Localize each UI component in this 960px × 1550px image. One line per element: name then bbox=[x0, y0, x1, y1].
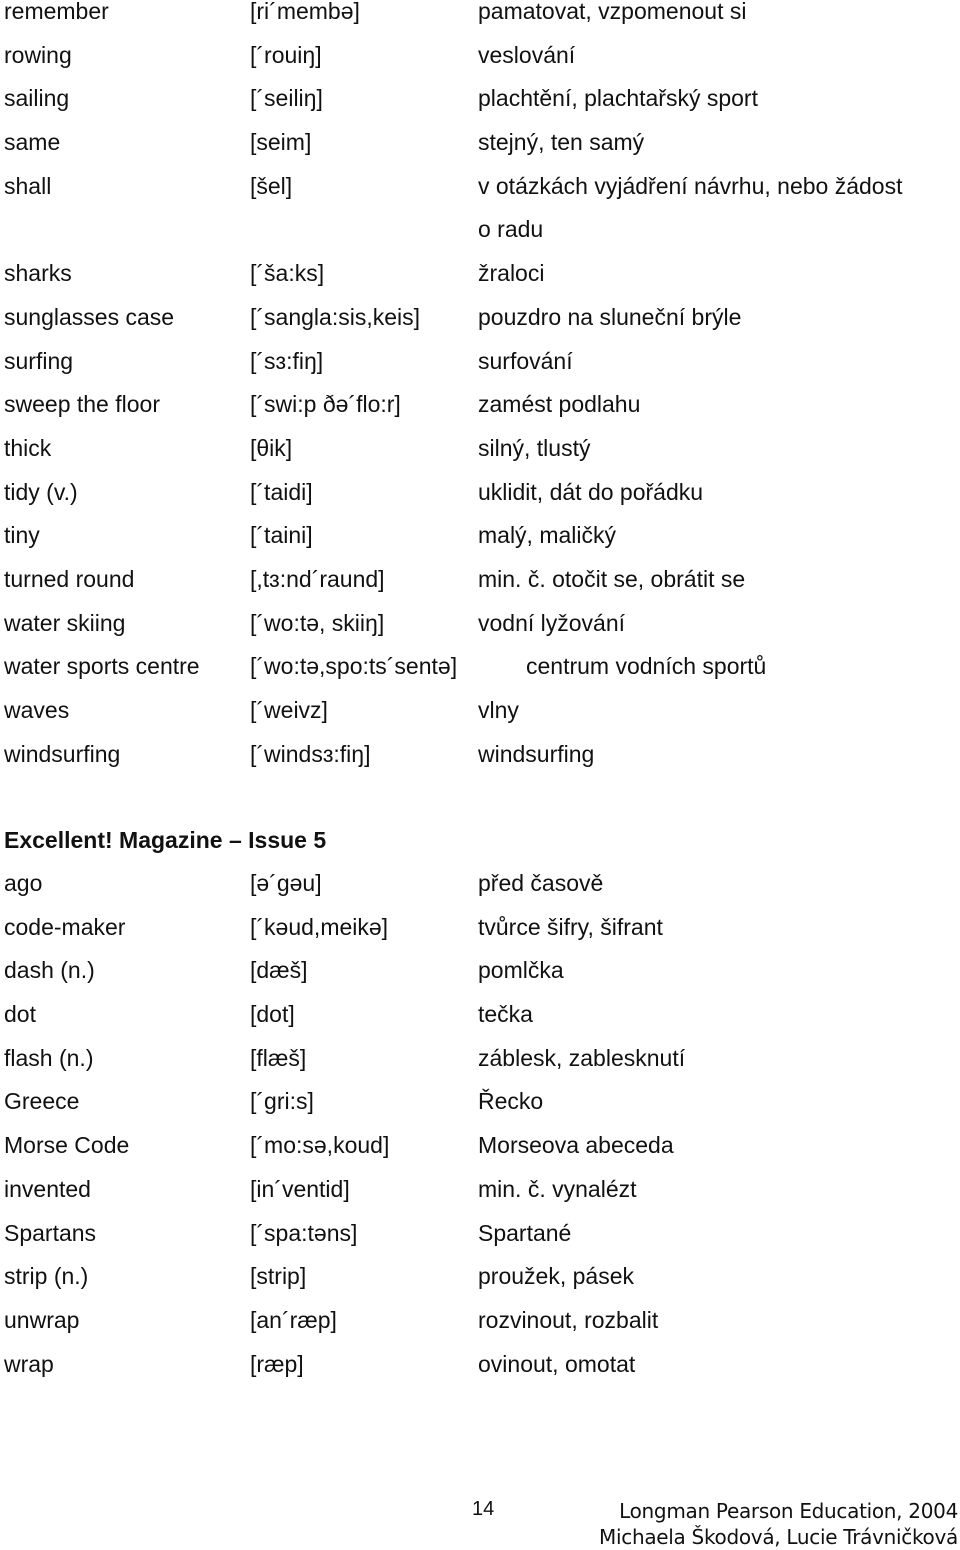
vocab-translation: vlny bbox=[478, 697, 519, 723]
vocab-row bbox=[4, 609, 954, 656]
vocab-row bbox=[4, 87, 954, 131]
vocab-row bbox=[4, 172, 954, 219]
vocab-row bbox=[4, 1219, 954, 1266]
vocab-row bbox=[4, 1044, 954, 1091]
vocab-pronunciation: [flæš] bbox=[250, 1044, 307, 1071]
vocab-pronunciation: [´windsɜ:fiŋ] bbox=[250, 740, 371, 767]
vocab-translation: před časově bbox=[478, 870, 604, 896]
vocab-row bbox=[4, 565, 954, 612]
vocab-word: water sports centre bbox=[4, 653, 200, 680]
vocab-row bbox=[4, 1090, 954, 1134]
vocab-row bbox=[4, 913, 954, 960]
vocab-translation: plachtění, plachtařský sport bbox=[478, 85, 758, 112]
vocab-word: flash (n.) bbox=[4, 1044, 94, 1071]
vocab-word: sweep the floor bbox=[4, 391, 160, 418]
vocab-word: thick bbox=[4, 434, 52, 461]
vocab-row bbox=[4, 478, 954, 525]
vocab-word: dash (n.) bbox=[4, 957, 95, 984]
vocab-translation: min. č. vynalézt bbox=[478, 1175, 637, 1202]
vocab-row bbox=[4, 131, 954, 175]
vocab-translation: min. č. otočit se, obrátit se bbox=[478, 565, 746, 592]
vocab-pronunciation: [šel] bbox=[250, 172, 293, 199]
vocab-word: remember bbox=[4, 0, 109, 24]
vocab-row bbox=[4, 1265, 954, 1309]
vocab-row bbox=[4, 1003, 954, 1047]
vocab-translation: vodní lyžování bbox=[478, 609, 626, 636]
vocab-translation: tečka bbox=[478, 1001, 533, 1028]
vocab-word: unwrap bbox=[4, 1306, 80, 1333]
vocab-pronunciation: [´kəud,meikə] bbox=[250, 913, 389, 940]
vocab-translation: veslování bbox=[478, 41, 576, 68]
vocab-translation: silný, tlustý bbox=[478, 434, 591, 461]
vocab-translation: uklidit, dát do pořádku bbox=[478, 478, 704, 505]
vocab-word: windsurfing bbox=[4, 740, 121, 767]
vocab-word: turned round bbox=[4, 565, 135, 592]
section-title: Excellent! Magazine – Issue 5 bbox=[4, 827, 327, 853]
vocab-translation: o radu bbox=[478, 216, 544, 243]
vocab-row bbox=[4, 1306, 954, 1353]
vocab-word: surfing bbox=[4, 347, 74, 374]
vocab-pronunciation: [ræp] bbox=[250, 1350, 304, 1377]
vocab-row bbox=[4, 655, 954, 699]
vocab-translation: ovinout, omotat bbox=[478, 1350, 636, 1377]
vocab-row bbox=[4, 1350, 954, 1397]
vocab-row bbox=[4, 393, 954, 437]
vocab-pronunciation: [´sɜ:fiŋ] bbox=[250, 347, 324, 374]
vocab-translation: pamatovat, vzpomenout si bbox=[478, 0, 747, 24]
publisher-credit bbox=[599, 1498, 958, 1550]
vocab-word: waves bbox=[4, 697, 70, 723]
vocab-translation: v otázkách vyjádření návrhu, nebo žádost bbox=[478, 172, 903, 199]
vocab-pronunciation: [dæš] bbox=[250, 957, 308, 984]
vocab-pronunciation: [´ša:ks] bbox=[250, 260, 325, 287]
vocab-pronunciation: [ri´membə] bbox=[250, 0, 360, 24]
authors-line: Michaela Škodová, Lucie Trávničková bbox=[599, 1525, 958, 1549]
vocab-word: sharks bbox=[4, 260, 72, 287]
vocab-translation: pomlčka bbox=[478, 957, 564, 984]
vocab-pronunciation: [´sangla:sis,keis] bbox=[250, 303, 421, 330]
vocab-pronunciation: [´spa:təns] bbox=[250, 1219, 358, 1246]
vocab-row bbox=[4, 262, 954, 306]
vocab-translation: stejný, ten samý bbox=[478, 129, 645, 156]
vocab-pronunciation: [in´ventid] bbox=[250, 1175, 350, 1202]
publisher-line: Longman Pearson Education, 2004 bbox=[619, 1499, 958, 1523]
vocab-pronunciation: [´taini] bbox=[250, 522, 313, 549]
vocab-row bbox=[4, 434, 954, 481]
vocab-pronunciation: [dot] bbox=[250, 1001, 295, 1028]
vocab-row bbox=[4, 1175, 954, 1222]
vocab-translation: malý, maličký bbox=[478, 522, 617, 549]
vocabulary-list-2 bbox=[4, 872, 954, 1396]
vocab-word: sunglasses case bbox=[4, 303, 175, 330]
vocab-pronunciation: [´wo:tə, skiiŋ] bbox=[250, 609, 385, 636]
vocab-translation: proužek, pásek bbox=[478, 1263, 634, 1290]
vocab-pronunciation: [seim] bbox=[250, 129, 312, 156]
vocab-word: Greece bbox=[4, 1088, 80, 1115]
vocab-word: Morse Code bbox=[4, 1132, 130, 1159]
vocab-word: ago bbox=[4, 870, 43, 896]
vocab-pronunciation: [´wo:tə,spo:ts´sentə] bbox=[250, 653, 458, 680]
vocab-pronunciation: [´seiliŋ] bbox=[250, 85, 323, 112]
vocab-translation: centrum vodních sportů bbox=[526, 653, 767, 680]
vocab-row bbox=[4, 303, 954, 350]
vocab-pronunciation: [´weivz] bbox=[250, 697, 328, 723]
vocab-translation: tvůrce šifry, šifrant bbox=[478, 913, 663, 940]
vocab-pronunciation: [an´ræp] bbox=[250, 1306, 337, 1333]
vocab-word: Spartans bbox=[4, 1219, 97, 1246]
vocab-row bbox=[4, 347, 954, 394]
page-number: 14 bbox=[472, 1498, 495, 1520]
vocab-word: tidy (v.) bbox=[4, 478, 78, 505]
vocab-row bbox=[4, 41, 954, 88]
vocab-translation: Řecko bbox=[478, 1088, 544, 1115]
vocabulary-list-1 bbox=[4, 0, 954, 786]
vocab-translation: Morseova abeceda bbox=[478, 1132, 674, 1159]
vocab-word: shall bbox=[4, 172, 52, 199]
vocab-pronunciation: [,tɜ:nd´raund] bbox=[250, 565, 385, 592]
vocab-word: dot bbox=[4, 1001, 36, 1028]
vocab-pronunciation: [´mo:sə,koud] bbox=[250, 1132, 390, 1159]
vocab-row bbox=[4, 524, 954, 568]
vocab-row-continuation bbox=[4, 218, 954, 262]
vocab-row bbox=[4, 959, 954, 1003]
vocab-translation: záblesk, zablesknutí bbox=[478, 1044, 686, 1071]
vocab-word: wrap bbox=[4, 1350, 54, 1377]
vocab-pronunciation: [ə´gəu] bbox=[250, 870, 322, 896]
vocab-word: tiny bbox=[4, 522, 40, 549]
vocab-word: sailing bbox=[4, 85, 70, 112]
vocab-translation: windsurfing bbox=[478, 740, 595, 767]
vocab-row bbox=[4, 740, 954, 787]
vocab-translation: žraloci bbox=[478, 260, 545, 287]
vocab-translation: rozvinout, rozbalit bbox=[478, 1306, 659, 1333]
vocab-word: invented bbox=[4, 1175, 91, 1202]
vocab-row bbox=[4, 699, 954, 743]
vocab-word: rowing bbox=[4, 41, 72, 68]
vocab-translation: Spartané bbox=[478, 1219, 572, 1246]
vocab-word: water skiing bbox=[4, 609, 126, 636]
vocab-pronunciation: [´rouiŋ] bbox=[250, 41, 322, 68]
vocab-pronunciation: [´taidi] bbox=[250, 478, 313, 505]
vocab-translation: surfování bbox=[478, 347, 573, 374]
vocab-word: strip (n.) bbox=[4, 1263, 89, 1290]
vocab-pronunciation: [strip] bbox=[250, 1263, 307, 1290]
vocab-pronunciation: [´swi:p ðə´flo:r] bbox=[250, 391, 401, 418]
vocab-row bbox=[4, 1134, 954, 1178]
vocab-pronunciation: [θik] bbox=[250, 434, 293, 461]
vocab-word: code-maker bbox=[4, 913, 126, 940]
vocab-row bbox=[4, 0, 954, 44]
vocab-translation: zamést podlahu bbox=[478, 391, 641, 418]
vocab-row bbox=[4, 872, 954, 916]
vocab-pronunciation: [´gri:s] bbox=[250, 1088, 314, 1115]
vocab-word: same bbox=[4, 129, 61, 156]
vocab-translation: pouzdro na sluneční brýle bbox=[478, 303, 742, 330]
